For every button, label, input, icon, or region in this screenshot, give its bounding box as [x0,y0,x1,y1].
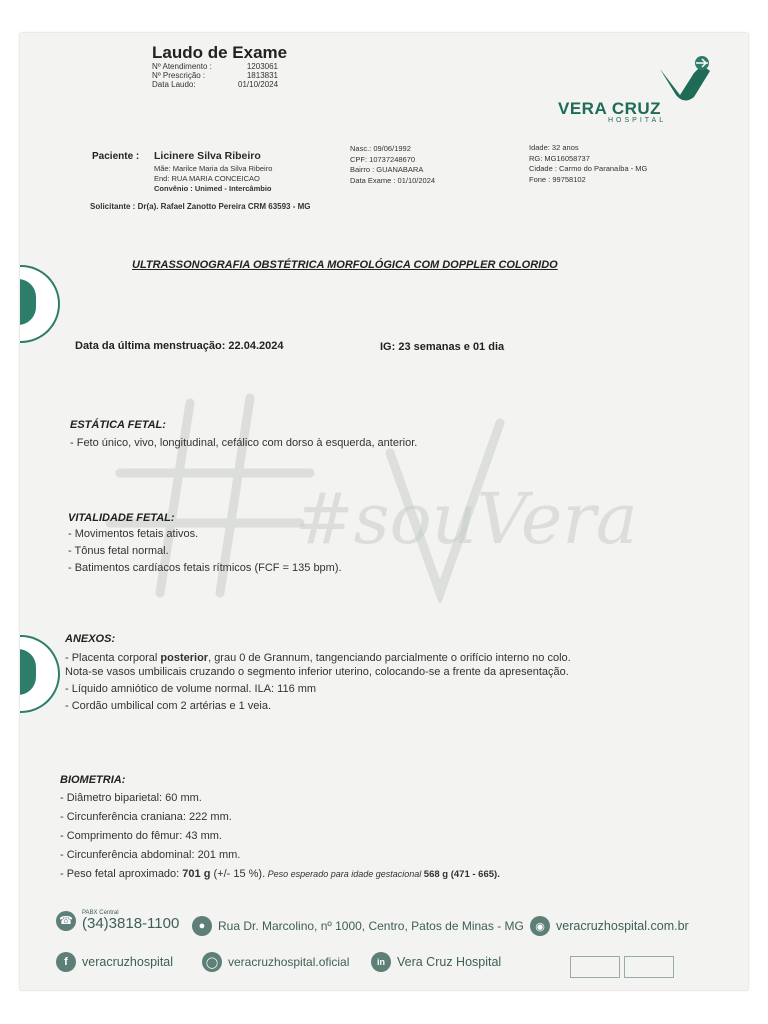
gestational-age: IG: 23 semanas e 01 dia [380,341,505,353]
list-item: - Líquido amniótico de volume normal. ILA: 116 mm [65,683,317,695]
location-pin-icon: ● [192,916,212,936]
section-heading: ESTÁTICA FETAL: [70,419,166,431]
site-link[interactable]: veracruzhospital.com.br [556,919,689,933]
placenta-b: posterior [160,652,209,664]
patient-name: Licinere Silva Ribeiro [154,150,261,162]
list-item: - Comprimento do fêmur: 43 mm. [60,830,222,842]
binder-tab-top [20,265,60,343]
list-item: - Batimentos cardíacos fetais rítmicos (FCF = 135 bpm). [68,562,342,574]
section-estatica [70,419,417,450]
mother-name: Mãe: Marilce Maria da Silva Ribeiro [154,164,273,173]
instagram-icon: ◯ [202,952,222,972]
patient-details [154,164,272,194]
footer-instagram[interactable] [202,952,349,972]
fetal-weight [60,865,740,884]
section-heading: VITALIDADE FETAL: [68,512,175,524]
age: Idade: 32 anos [529,143,579,152]
last-menstruation: Data da última menstruação: 22.04.2024 [75,340,284,352]
data-laudo-label: Data Laudo: [152,80,196,89]
instagram-handle[interactable]: veracruzhospital.oficial [228,955,350,969]
requesting-doctor: Solicitante : Dr(a). Rafael Zanotto Pereira CRM 63593 - MG [90,202,311,211]
bairro: Bairro : GUANABARA [350,165,424,174]
patient-label: Paciente : [92,151,140,162]
data-laudo-value: 01/10/2024 [238,80,279,89]
expected-value: 568 g [423,869,449,880]
phone: Fone : 99758102 [529,174,586,184]
weight-label: - Peso fetal aproximado: [60,868,183,880]
section-vitalidade [68,512,342,577]
linkedin-icon: in [371,952,391,972]
logo-name: VERA CRUZ [558,99,662,118]
logo-sub: HOSPITAL [608,117,667,124]
watermark-text: #souVera [295,478,638,560]
linkedin-handle[interactable]: Vera Cruz Hospital [397,955,502,969]
atendimento-label: Nº Atendimento : [152,62,212,71]
footer-site[interactable] [530,916,689,936]
section-heading: ANEXOS: [65,633,116,645]
list-item: - Circunferência craniana: 222 mm. [60,811,232,823]
expected-range: (471 - 665). [448,869,500,880]
prescricao-value: 1813831 [246,71,278,80]
placenta-text [65,651,725,665]
rg: RG: MG16058737 [529,153,590,163]
list-item: - Feto único, vivo, longitudinal, cefálico com dorso à esquerda, anterior. [70,437,418,449]
doctor-stamp-icon [624,956,674,978]
footer [56,906,736,986]
convenio: Convênio : Unimed - Intercâmbio [154,184,272,193]
patient-col2 [350,144,435,186]
cpf: CPF: 10737248670 [350,154,416,164]
phone-icon: ☎ [56,911,76,931]
footer-linkedin[interactable] [371,952,501,972]
facebook-icon: f [56,952,76,972]
doctor-stamp-icon [570,956,620,978]
globe-icon: ◉ [530,916,550,936]
exam-date: Data Exame : 01/10/2024 [350,175,436,185]
header-meta [152,62,278,89]
phone-number: (34)3818-1100 [82,915,180,932]
prescricao-label: Nº Prescrição : [152,71,206,80]
facebook-handle[interactable]: veracruzhospital [82,955,174,969]
city: Cidade : Carmo do Paranaíba - MG [529,164,648,173]
heart-logo-icon [650,55,720,105]
weight-range: (+/- 15 %). [210,868,266,880]
address-text: Rua Dr. Marcolino, nº 1000, Centro, Patos de Minas - MG [218,919,524,933]
exam-title: ULTRASSONOGRAFIA OBSTÉTRICA MORFOLÓGICA COM DOPPLER COLORIDO [132,259,558,271]
footer-facebook[interactable] [56,952,173,972]
footer-phone [56,910,179,931]
footer-address [192,916,524,936]
hospital-logo [555,55,715,125]
binder-tab-bottom [20,635,60,713]
document-page [20,33,748,990]
vessels-text: Nota-se vasos umbilicais cruzando o segmento inferior uterino, colocando-se a frente da apresentação. [65,666,569,678]
section-heading: BIOMETRIA: [60,774,126,786]
section-biometria [60,774,740,884]
patient-col3 [529,143,647,185]
placenta-a: - Placenta corporal [65,652,161,664]
pabx-label: PABX Central [82,910,119,916]
list-item: - Tônus fetal normal. [68,545,169,557]
list-item: - Movimentos fetais ativos. [68,528,199,540]
address: End: RUA MARIA CONCEICAO [154,174,260,183]
birth-date: Nasc.: 09/06/1992 [350,144,411,153]
weight-value: 701 g [182,868,211,880]
list-item: - Circunferência abdominal: 201 mm. [60,849,241,861]
placenta-c: , grau 0 de Grannum, tangenciando parcialmente o orifício interno no colo. [208,652,571,664]
list-item: - Cordão umbilical com 2 artérias e 1 veia. [65,700,272,712]
section-anexos [65,633,725,715]
expected-label: Peso esperado para idade gestacional [265,869,424,879]
atendimento-value: 1203061 [246,62,278,71]
list-item: - Diâmetro biparietal: 60 mm. [60,792,202,804]
document-title: Laudo de Exame [152,43,288,62]
